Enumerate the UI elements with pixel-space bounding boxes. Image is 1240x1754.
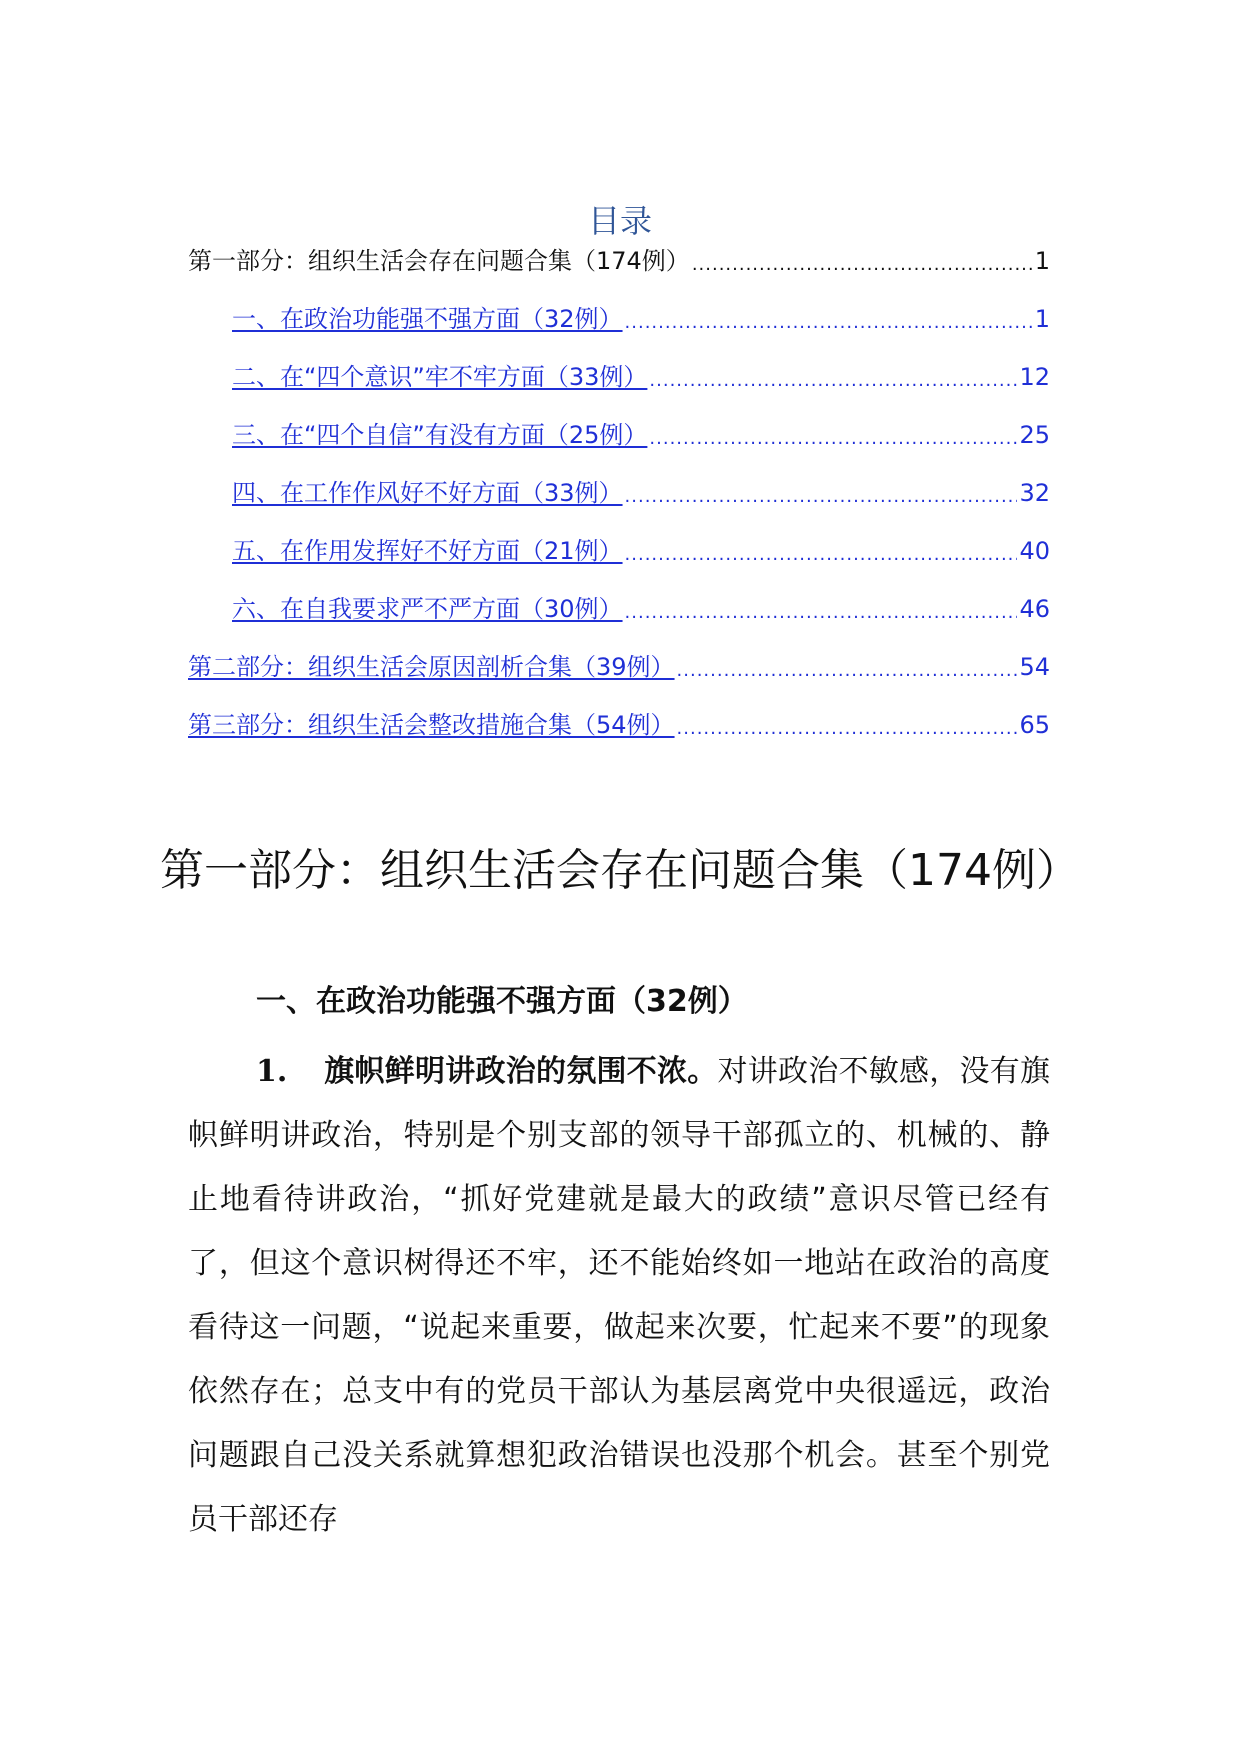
toc-entry-label[interactable]: 五、在作用发挥好不好方面（21例） bbox=[232, 537, 623, 565]
toc-entry-label[interactable]: 一、在政治功能强不强方面（32例） bbox=[232, 305, 623, 333]
toc-entry-label[interactable]: 四、在工作作风好不好方面（33例） bbox=[232, 479, 623, 507]
toc-entry-section-2[interactable] bbox=[232, 356, 1050, 392]
toc-entry-label[interactable]: 六、在自我要求严不严方面（30例） bbox=[232, 595, 623, 623]
toc-entry-part-2[interactable] bbox=[188, 646, 1050, 682]
toc-entry-label[interactable]: 二、在“四个意识”牢不牢方面（33例） bbox=[232, 363, 648, 391]
toc-page-number[interactable]: 32 bbox=[1019, 479, 1050, 507]
item-number: 1. bbox=[256, 1054, 288, 1089]
toc-entry-label[interactable]: 第二部分：组织生活会原因剖析合集（39例） bbox=[188, 653, 675, 681]
toc-entry-section-6[interactable] bbox=[232, 588, 1050, 624]
toc-leader-dots bbox=[692, 254, 1033, 276]
body-paragraph bbox=[188, 1040, 1050, 1552]
toc-entry-section-5[interactable] bbox=[232, 530, 1050, 566]
toc-title: 目录 bbox=[587, 202, 652, 240]
toc-entry-part-1[interactable] bbox=[188, 240, 1050, 276]
section-heading: 一、在政治功能强不强方面（32例） bbox=[256, 984, 748, 1019]
toc-leader-dots bbox=[625, 486, 1018, 508]
toc-leader-dots bbox=[649, 428, 1017, 450]
toc-page-number[interactable]: 1 bbox=[1034, 305, 1050, 333]
part-heading: 第一部分：组织生活会存在问题合集（174例） bbox=[160, 845, 1080, 896]
toc-leader-dots bbox=[625, 544, 1018, 566]
toc-page-number: 1 bbox=[1034, 247, 1050, 275]
toc-entry-label: 第一部分：组织生活会存在问题合集（174例） bbox=[188, 247, 690, 275]
toc-leader-dots bbox=[677, 718, 1018, 740]
toc-entry-label[interactable]: 三、在“四个自信”有没有方面（25例） bbox=[232, 421, 648, 449]
toc-leader-dots bbox=[649, 370, 1017, 392]
toc-entry-part-3[interactable] bbox=[188, 704, 1050, 740]
toc-entry-section-3[interactable] bbox=[232, 414, 1050, 450]
toc-leader-dots bbox=[625, 602, 1018, 624]
toc-entry-label[interactable]: 第三部分：组织生活会整改措施合集（54例） bbox=[188, 711, 675, 739]
toc-entry-section-4[interactable] bbox=[232, 472, 1050, 508]
toc-leader-dots bbox=[677, 660, 1018, 682]
toc-page-number[interactable]: 54 bbox=[1019, 653, 1050, 681]
toc-page-number[interactable]: 25 bbox=[1019, 421, 1050, 449]
toc-page-number[interactable]: 65 bbox=[1019, 711, 1050, 739]
toc-entry-section-1[interactable] bbox=[232, 298, 1050, 334]
toc-page-number[interactable]: 46 bbox=[1019, 595, 1050, 623]
item-body-text: 对讲政治不敏感，没有旗帜鲜明讲政治，特别是个别支部的领导干部孤立的、机械的、静止地看待讲政治，“抓好党建就是最大的政绩”意识尽管已经有了，但这个意识树得还不牢，还不能始终如一地站在政治的高度看待这一问题，“说起来重要，做起来次要，忙起来不要”的现象依然存在；总支中有的党员干部认为基层离党中央很遥远，政治问题跟自己没关系就算想犯政治错误也没那个机会。甚至个别党员干部还存 bbox=[188, 1054, 1050, 1537]
toc-page-number[interactable]: 12 bbox=[1019, 363, 1050, 391]
toc-page-number[interactable]: 40 bbox=[1019, 537, 1050, 565]
toc-leader-dots bbox=[625, 312, 1033, 334]
item-lead-sentence: 旗帜鲜明讲政治的氛围不浓。 bbox=[324, 1054, 718, 1089]
